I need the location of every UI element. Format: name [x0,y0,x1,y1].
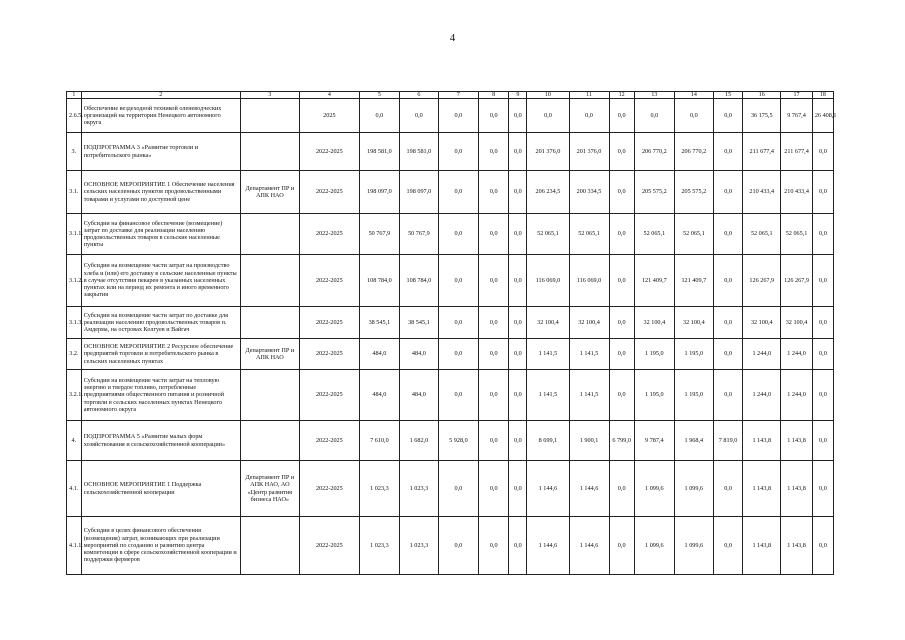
responsible-executor: Департамент ПР и АПК НАО [240,339,299,370]
value-cell: 0,0 [438,517,478,575]
table-row [67,255,834,307]
value-cell: 1 143,8 [781,421,813,461]
responsible-executor [240,214,299,255]
value-cell: 52 065,1 [634,214,674,255]
row-code: 4. [67,421,82,461]
period-cell: 2022-2025 [299,307,359,339]
responsible-executor [240,99,299,133]
value-cell: 206 234,5 [527,171,569,214]
responsible-executor: Департамент ПР и АПК НАО, АО «Центр развития бизнеса НАО» [240,461,299,517]
value-cell: 0,0 [438,171,478,214]
value-cell: 1 143,8 [743,421,781,461]
value-cell: 26 408,1 [812,99,833,133]
value-cell: 201 376,0 [569,133,609,171]
value-cell: 0,0 [812,517,833,575]
value-cell: 0,0 [812,339,833,370]
value-cell: 0,0 [509,517,527,575]
value-cell: 1 141,5 [569,370,609,421]
row-name: ПОДПРОГРАММА 3 «Развитие торговли и потребительского рынка» [81,133,240,171]
responsible-executor [240,517,299,575]
value-cell: 1 023,3 [399,517,438,575]
value-cell: 50 767,9 [359,214,399,255]
row-code: 3.2. [67,339,82,370]
responsible-executor [240,370,299,421]
table-body [67,92,837,575]
value-cell: 32 100,4 [781,307,813,339]
responsible-executor [240,133,299,171]
value-cell: 7 819,0 [713,421,743,461]
value-cell: 198 097,0 [399,171,438,214]
value-cell: 52 065,1 [674,214,713,255]
value-cell: 0,0 [438,99,478,133]
value-cell: 1 900,1 [569,421,609,461]
value-cell: 206 770,2 [634,133,674,171]
value-cell: 32 100,4 [674,307,713,339]
value-cell: 0,0 [713,307,743,339]
column-header: 13 [634,92,674,99]
row-code: 4.1.1. [67,517,82,575]
value-cell: 1 244,0 [781,370,813,421]
value-cell: 0,0 [478,133,509,171]
table-row [67,517,834,575]
value-cell: 0,0 [438,370,478,421]
row-name: Субсидии в целях финансового обеспечения (возмещения) затрат, возникающих при реализации мероприятий по созданию и развитию центра компетенции в сфере сельскохозяйственной кооперации и поддержки фермеров [81,517,240,575]
table-row [67,370,834,421]
value-cell: 0,0 [609,461,634,517]
table-row [67,421,834,461]
row-name: ОСНОВНОЕ МЕРОПРИЯТИЕ 2 Ресурсное обеспечение предприятий торговли и потребительского рынка в сельских населенных пунктах [81,339,240,370]
period-cell: 2022-2025 [299,133,359,171]
value-cell: 210 433,4 [743,171,781,214]
table-row [67,307,834,339]
value-cell: 52 065,1 [781,214,813,255]
period-cell: 2022-2025 [299,421,359,461]
period-cell: 2022-2025 [299,370,359,421]
value-cell: 1 099,6 [634,517,674,575]
column-header: 3 [240,92,299,99]
value-cell: 205 575,2 [674,171,713,214]
column-header: 14 [674,92,713,99]
row-code: 2.6.5. [67,99,82,133]
value-cell: 0,0 [609,133,634,171]
value-cell: 0,0 [509,370,527,421]
value-cell: 0,0 [509,339,527,370]
value-cell: 32 100,4 [634,307,674,339]
value-cell: 0,0 [509,461,527,517]
value-cell: 7 610,0 [359,421,399,461]
value-cell: 0,0 [609,339,634,370]
value-cell: 0,0 [509,133,527,171]
value-cell: 32 100,4 [527,307,569,339]
column-header: 8 [478,92,509,99]
value-cell: 198 581,0 [359,133,399,171]
value-cell: 1 099,6 [634,461,674,517]
value-cell: 0,0 [478,517,509,575]
value-cell: 0,0 [438,339,478,370]
period-cell: 2025 [299,99,359,133]
column-header: 2 [81,92,240,99]
value-cell: 9 787,4 [634,421,674,461]
period-cell: 2022-2025 [299,171,359,214]
value-cell: 0,0 [713,133,743,171]
table-row [67,99,834,133]
row-name: ПОДПРОГРАММА 5 «Развитие малых форм хозяйствования и сельскохозяйственной кооперации» [81,421,240,461]
value-cell: 0,0 [713,461,743,517]
header-row [67,92,834,99]
value-cell: 0,0 [478,339,509,370]
value-cell: 0,0 [634,99,674,133]
value-cell: 0,0 [438,214,478,255]
value-cell: 5 928,0 [438,421,478,461]
value-cell: 0,0 [812,421,833,461]
value-cell: 9 767,4 [781,99,813,133]
value-cell: 0,0 [478,421,509,461]
value-cell: 108 784,0 [359,255,399,307]
budget-table [66,91,837,575]
value-cell: 0,0 [713,370,743,421]
value-cell: 0,0 [438,255,478,307]
value-cell: 1 195,0 [674,370,713,421]
value-cell: 484,0 [359,370,399,421]
value-cell: 0,0 [509,255,527,307]
column-header: 7 [438,92,478,99]
row-name: Субсидии на возмещение части затрат по доставке для реализации населению продовольственных товаров п. Амдерма, на островах Колгуев и Вайгач [81,307,240,339]
value-cell: 206 770,2 [674,133,713,171]
value-cell: 0,0 [609,214,634,255]
column-header: 17 [781,92,813,99]
value-cell: 32 100,4 [569,307,609,339]
value-cell: 116 069,0 [569,255,609,307]
value-cell: 0,0 [399,99,438,133]
value-cell: 0,0 [569,99,609,133]
table-row [67,133,834,171]
value-cell: 108 784,0 [399,255,438,307]
value-cell: 211 677,4 [743,133,781,171]
row-code: 3.1.1. [67,214,82,255]
row-name: ОСНОВНОЕ МЕРОПРИЯТИЕ 1 Поддержка сельскохозяйственной кооперации [81,461,240,517]
value-cell: 0,0 [438,133,478,171]
value-cell: 0,0 [713,99,743,133]
value-cell: 1 023,3 [359,461,399,517]
value-cell: 121 409,7 [634,255,674,307]
value-cell: 1 099,6 [674,517,713,575]
value-cell: 1 143,8 [781,461,813,517]
value-cell: 0,0 [713,255,743,307]
value-cell: 205 575,2 [634,171,674,214]
value-cell: 484,0 [399,339,438,370]
value-cell: 1 195,0 [634,339,674,370]
value-cell: 0,0 [509,214,527,255]
value-cell: 6 799,0 [609,421,634,461]
value-cell: 0,0 [509,421,527,461]
row-code: 4.1. [67,461,82,517]
row-code: 3. [67,133,82,171]
value-cell: 484,0 [359,339,399,370]
value-cell: 484,0 [399,370,438,421]
value-cell: 0,0 [812,133,833,171]
value-cell: 1 682,0 [399,421,438,461]
value-cell: 1 144,6 [527,517,569,575]
period-cell: 2022-2025 [299,339,359,370]
value-cell: 126 267,9 [743,255,781,307]
value-cell: 38 545,1 [359,307,399,339]
period-cell: 2022-2025 [299,461,359,517]
value-cell: 126 267,9 [781,255,813,307]
responsible-executor [240,421,299,461]
value-cell: 1 195,0 [634,370,674,421]
row-code: 3.1.3. [67,307,82,339]
row-name: Субсидии на возмещение части затрат на производство хлеба и (или) его доставку в сельские населенные пункты в случае отсутствия пекарен в указанных населенных пунктах или на период их ремонта и иного временного закрытия [81,255,240,307]
value-cell: 1 143,8 [743,517,781,575]
value-cell: 0,0 [609,99,634,133]
value-cell: 0,0 [478,214,509,255]
value-cell: 198 581,0 [399,133,438,171]
table-row [67,461,834,517]
value-cell: 0,0 [609,517,634,575]
value-cell: 1 244,0 [781,339,813,370]
value-cell: 121 409,7 [674,255,713,307]
value-cell: 50 767,9 [399,214,438,255]
value-cell: 8 699,1 [527,421,569,461]
value-cell: 0,0 [812,461,833,517]
value-cell: 38 545,1 [399,307,438,339]
value-cell: 0,0 [713,339,743,370]
table-row [67,339,834,370]
value-cell: 0,0 [812,370,833,421]
value-cell: 0,0 [478,255,509,307]
responsible-executor [240,307,299,339]
value-cell: 201 376,0 [527,133,569,171]
value-cell: 52 065,1 [527,214,569,255]
value-cell: 1 144,6 [527,461,569,517]
row-name: Обеспечение вездеходной техникой оленеводческих организаций на территории Ненецкого автономного округа [81,99,240,133]
column-header: 4 [299,92,359,99]
value-cell: 0,0 [478,307,509,339]
value-cell: 198 097,0 [359,171,399,214]
value-cell: 0,0 [609,307,634,339]
column-header: 16 [743,92,781,99]
row-code: 3.1. [67,171,82,214]
value-cell: 0,0 [713,171,743,214]
column-header: 12 [609,92,634,99]
column-header: 1 [67,92,82,99]
column-header: 5 [359,92,399,99]
value-cell: 0,0 [674,99,713,133]
value-cell: 0,0 [478,370,509,421]
value-cell: 52 065,1 [569,214,609,255]
value-cell: 0,0 [609,370,634,421]
value-cell: 1 141,5 [527,370,569,421]
value-cell: 211 677,4 [781,133,813,171]
value-cell: 1 195,0 [674,339,713,370]
value-cell: 0,0 [812,171,833,214]
value-cell: 52 065,1 [743,214,781,255]
responsible-executor [240,255,299,307]
value-cell: 0,0 [527,99,569,133]
row-name: Субсидии на возмещение части затрат на тепловую энергию и твердое топливо, потребленные предприятиями общественного питания и розничной торговли в сельских населенных пунктах Ненецкого автономного округа [81,370,240,421]
value-cell: 1 023,3 [399,461,438,517]
column-header: 9 [509,92,527,99]
column-header: 15 [713,92,743,99]
value-cell: 1 023,3 [359,517,399,575]
value-cell: 1 244,0 [743,370,781,421]
row-name: ОСНОВНОЕ МЕРОПРИЯТИЕ 1 Обеспечение населения сельских населенных пунктов продовольственными товарами и услугами по доступной цене [81,171,240,214]
value-cell: 1 099,6 [674,461,713,517]
period-cell: 2022-2025 [299,517,359,575]
value-cell: 0,0 [609,171,634,214]
value-cell: 0,0 [812,307,833,339]
value-cell: 0,0 [359,99,399,133]
value-cell: 1 141,5 [569,339,609,370]
responsible-executor: Департамент ПР и АПК НАО [240,171,299,214]
value-cell: 116 069,0 [527,255,569,307]
value-cell: 1 143,8 [781,517,813,575]
row-code: 3.1.2. [67,255,82,307]
row-code: 3.2.1. [67,370,82,421]
value-cell: 0,0 [713,214,743,255]
value-cell: 1 244,0 [743,339,781,370]
value-cell: 0,0 [509,307,527,339]
value-cell: 0,0 [478,99,509,133]
value-cell: 0,0 [438,461,478,517]
value-cell: 0,0 [478,461,509,517]
value-cell: 1 968,4 [674,421,713,461]
period-cell: 2022-2025 [299,255,359,307]
value-cell: 0,0 [713,517,743,575]
value-cell: 1 141,5 [527,339,569,370]
page-number: 4 [449,32,456,44]
value-cell: 0,0 [478,171,509,214]
period-cell: 2022-2025 [299,214,359,255]
value-cell: 0,0 [509,99,527,133]
value-cell: 0,0 [509,171,527,214]
value-cell: 1 144,6 [569,517,609,575]
value-cell: 1 143,8 [743,461,781,517]
value-cell: 36 175,5 [743,99,781,133]
column-header: 18 [812,92,833,99]
value-cell: 0,0 [609,255,634,307]
value-cell: 0,0 [812,214,833,255]
column-header: 11 [569,92,609,99]
value-cell: 0,0 [812,255,833,307]
value-cell: 200 334,5 [569,171,609,214]
column-header: 10 [527,92,569,99]
value-cell: 210 433,4 [781,171,813,214]
table-row [67,171,834,214]
value-cell: 32 100,4 [743,307,781,339]
value-cell: 0,0 [438,307,478,339]
table-row [67,214,834,255]
column-header: 6 [399,92,438,99]
value-cell: 1 144,6 [569,461,609,517]
row-name: Субсидии на финансовое обеспечение (возмещение) затрат по доставке для реализации населению продовольственных товаров в сельские населенные пункты [81,214,240,255]
